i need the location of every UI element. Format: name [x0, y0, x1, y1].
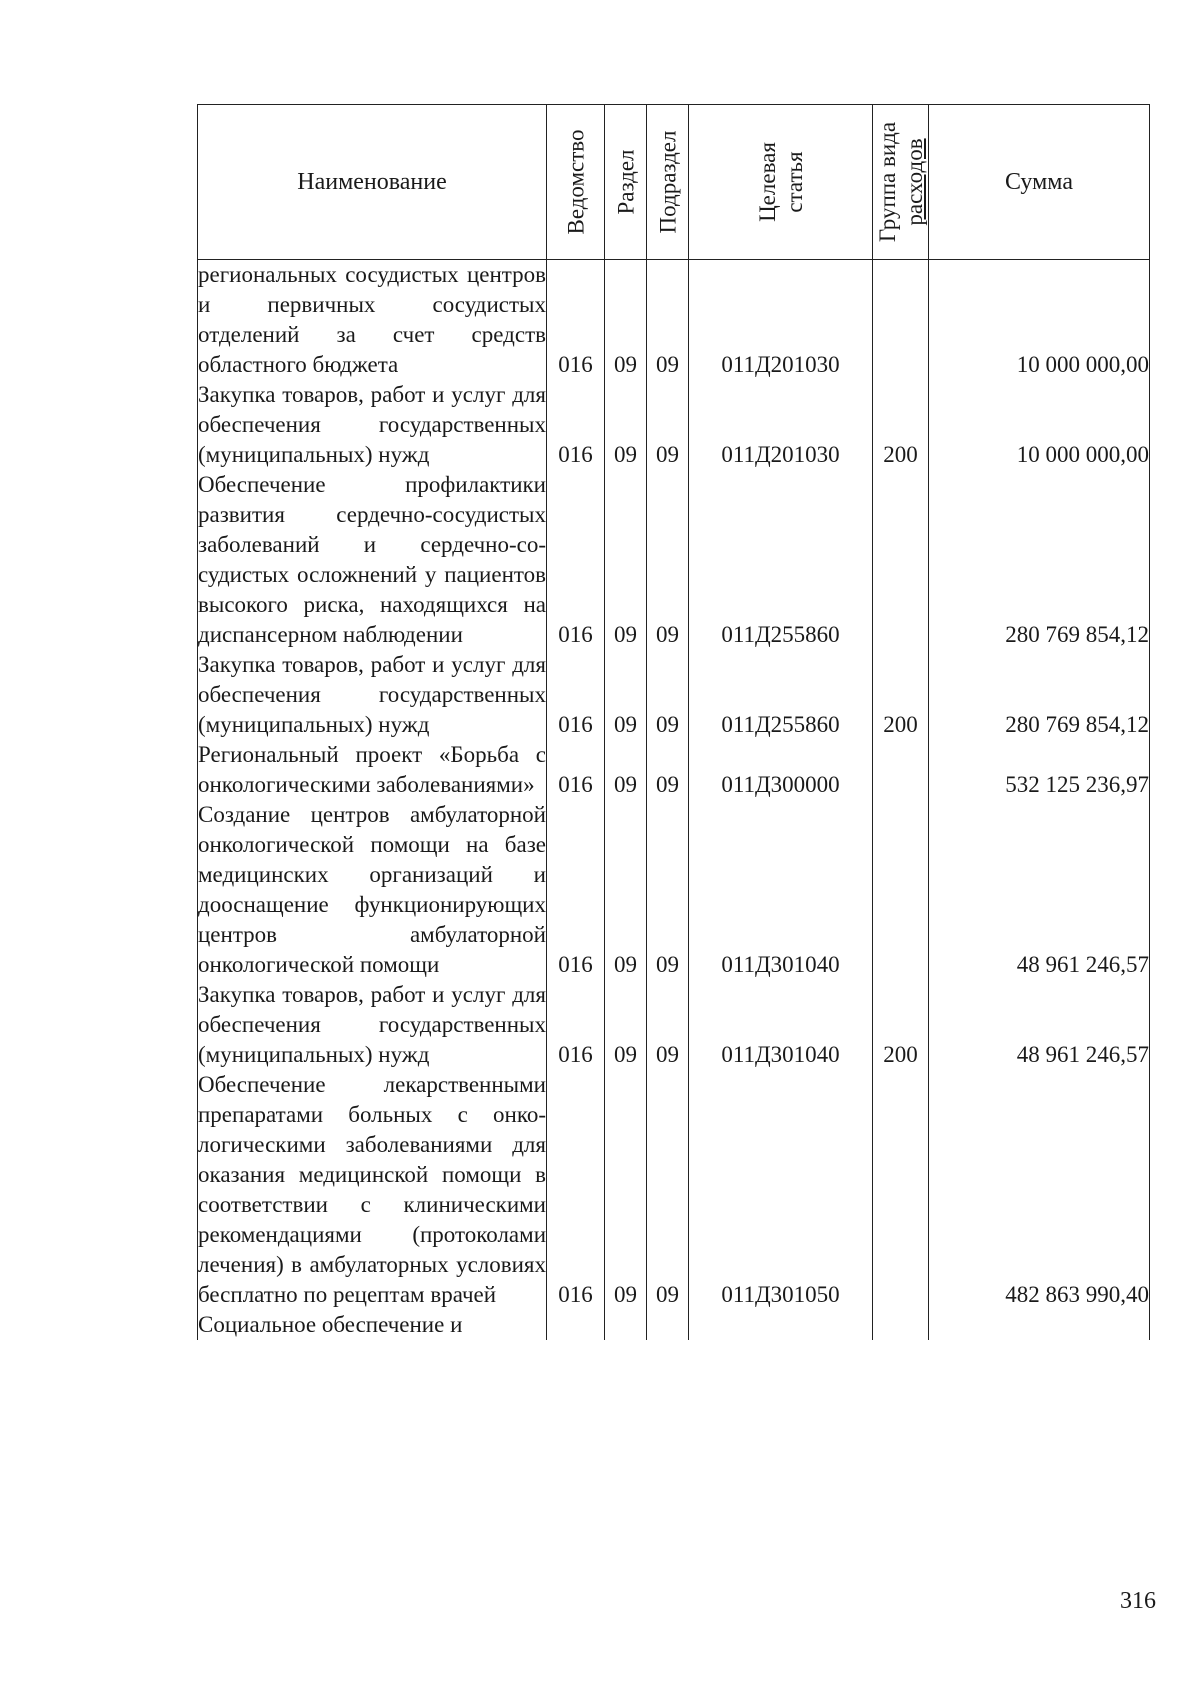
row-razdel: 09	[605, 470, 647, 650]
row-name: Обеспечение профилактики развития сердечно-сосудистых заболеваний и сердечно-сосудистых осложнений у пациентов высокого риска, находящихся на диспансерном наблюдении	[198, 470, 547, 650]
row-summa: 532 125 236,97	[929, 740, 1150, 800]
row-tselevaya-statya: 011Д255860	[689, 650, 873, 740]
row-tselevaya-statya: 011Д300000	[689, 740, 873, 800]
table-row	[198, 1310, 1150, 1340]
row-razdel: 09	[605, 650, 647, 740]
header-summa: Сумма	[929, 105, 1150, 260]
row-vedomstvo: 016	[547, 1070, 605, 1310]
row-name: Закупка товаров, работ и услуг для обеспечения государственных (муниципальных) нужд	[198, 380, 547, 470]
row-gruppa: 200	[873, 380, 929, 470]
row-vedomstvo: 016	[547, 980, 605, 1070]
row-podrazdel: 09	[647, 380, 689, 470]
row-razdel: 09	[605, 740, 647, 800]
row-podrazdel: 09	[647, 1070, 689, 1310]
header-tselevaya-statya: Целевая статья	[689, 105, 873, 260]
row-razdel: 09	[605, 1070, 647, 1310]
row-summa: 10 000 000,00	[929, 380, 1150, 470]
table-row	[198, 650, 1150, 740]
row-gruppa	[873, 470, 929, 650]
row-summa: 280 769 854,12	[929, 650, 1150, 740]
row-vedomstvo: 016	[547, 800, 605, 980]
row-gruppa: 200	[873, 650, 929, 740]
row-razdel	[605, 1310, 647, 1340]
table-row	[198, 740, 1150, 800]
row-name: региональных сосудистых центров и первичных сосудистых отделений за счет средств областного бюджета	[198, 260, 547, 381]
row-summa: 10 000 000,00	[929, 260, 1150, 381]
header-podrazdel: Подраздел	[647, 105, 689, 260]
row-vedomstvo: 016	[547, 380, 605, 470]
row-tselevaya-statya: 011Д301040	[689, 800, 873, 980]
row-gruppa	[873, 1070, 929, 1310]
table-header-row	[198, 105, 1150, 260]
row-gruppa	[873, 260, 929, 381]
row-podrazdel: 09	[647, 650, 689, 740]
table-row	[198, 380, 1150, 470]
row-razdel: 09	[605, 380, 647, 470]
budget-table	[197, 104, 1150, 1340]
row-vedomstvo	[547, 1310, 605, 1340]
row-podrazdel: 09	[647, 260, 689, 381]
row-razdel: 09	[605, 260, 647, 381]
header-razdel: Раздел	[605, 105, 647, 260]
row-podrazdel: 09	[647, 800, 689, 980]
table-row	[198, 260, 1150, 381]
table-row	[198, 980, 1150, 1070]
header-vedomstvo: Ведомство	[547, 105, 605, 260]
row-gruppa	[873, 800, 929, 980]
row-name: Создание центров амбулаторной онкологической помощи на базе медицинских организаций и дооснащение функционирующих центров амбулаторной онкологической помощи	[198, 800, 547, 980]
row-summa: 280 769 854,12	[929, 470, 1150, 650]
row-tselevaya-statya: 011Д301050	[689, 1070, 873, 1310]
row-summa: 482 863 990,40	[929, 1070, 1150, 1310]
table-row	[198, 470, 1150, 650]
row-podrazdel: 09	[647, 980, 689, 1070]
table-row	[198, 1070, 1150, 1310]
row-name: Региональный проект «Борьба с онкологическими заболеваниями»	[198, 740, 547, 800]
row-summa: 48 961 246,57	[929, 980, 1150, 1070]
row-podrazdel: 09	[647, 470, 689, 650]
row-razdel: 09	[605, 800, 647, 980]
row-razdel: 09	[605, 980, 647, 1070]
row-tselevaya-statya: 011Д201030	[689, 260, 873, 381]
row-summa	[929, 1310, 1150, 1340]
row-vedomstvo: 016	[547, 260, 605, 381]
row-vedomstvo: 016	[547, 470, 605, 650]
row-gruppa	[873, 740, 929, 800]
row-tselevaya-statya: 011Д201030	[689, 380, 873, 470]
row-podrazdel: 09	[647, 740, 689, 800]
page-number: 316	[1120, 1588, 1156, 1614]
row-gruppa: 200	[873, 980, 929, 1070]
row-name: Закупка товаров, работ и услуг для обеспечения государственных (муниципальных) нужд	[198, 650, 547, 740]
row-tselevaya-statya: 011Д301040	[689, 980, 873, 1070]
row-vedomstvo: 016	[547, 650, 605, 740]
row-name: Социальное обеспечение и	[198, 1310, 547, 1340]
row-gruppa	[873, 1310, 929, 1340]
row-tselevaya-statya: 011Д255860	[689, 470, 873, 650]
row-vedomstvo: 016	[547, 740, 605, 800]
row-tselevaya-statya	[689, 1310, 873, 1340]
row-name: Обеспечение лекарственными препаратами больных с онкологическими заболеваниями для оказания медицинской помощи в соответствии с клиническими рекомендациями (протоколами лечения) в амбулаторных условиях бесплатно по рецептам врачей	[198, 1070, 547, 1310]
row-name: Закупка товаров, работ и услуг для обеспечения государственных (муниципальных) нужд	[198, 980, 547, 1070]
header-gruppa-vida-raskhodov: Группа вида расходов	[873, 105, 929, 260]
table-row	[198, 800, 1150, 980]
row-summa: 48 961 246,57	[929, 800, 1150, 980]
header-name: Наименование	[198, 105, 547, 260]
row-podrazdel	[647, 1310, 689, 1340]
